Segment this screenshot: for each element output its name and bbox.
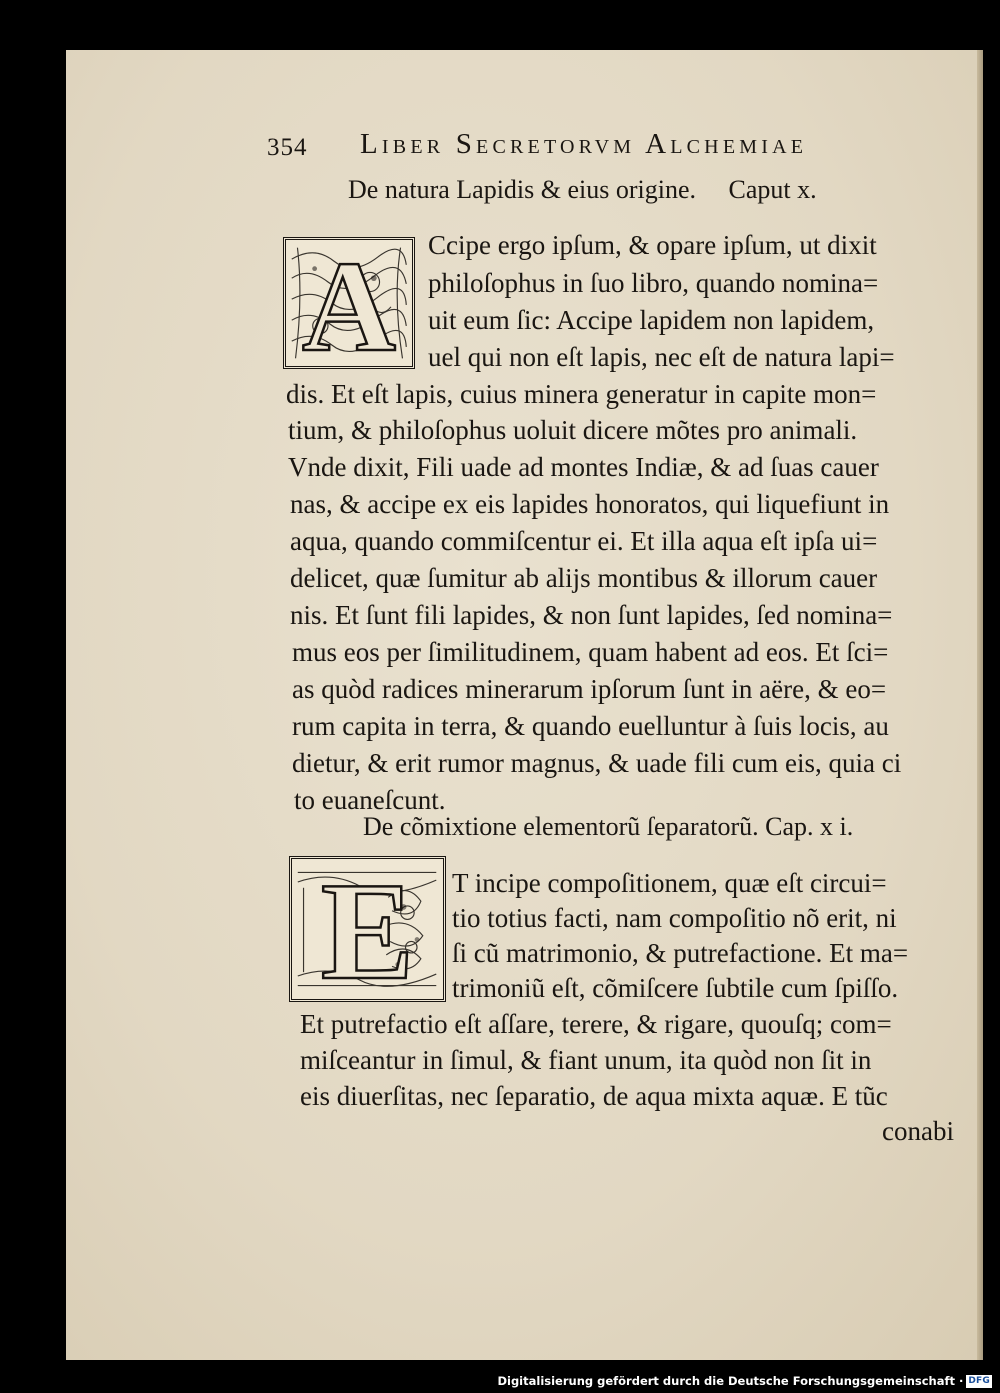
chapter-10-heading: De natura Lapidis & eius origine. Caput x.: [348, 175, 817, 204]
ch11-line-4: trimoniũ eſt, cõmiſcere ſubtile cum ſpiſſo.: [452, 973, 899, 1003]
chapter-11-heading: De cõmixtione elementorũ ſeparatorũ. Cap. x i.: [363, 812, 854, 841]
ch10-line-7: Vnde dixit, Fili uade ad montes Indiæ, & ad ſuas cauer: [288, 452, 879, 482]
ch10-line-6: tium, & philoſophus uoluit dicere mõtes pro animali.: [288, 415, 858, 445]
ch10-line-11: nis. Et ſunt fili lapides, & non ſunt lapides, ſed nomina=: [290, 600, 893, 630]
ch10-line-15: dietur, & erit rumor magnus, & uade fili cum eis, quia ci: [292, 748, 902, 778]
ch11-line-1: T incipe compoſitionem, quæ eſt circui=: [452, 868, 887, 898]
ch10-line-1: Ccipe ergo ipſum, & opare ipſum, ut dixit: [428, 230, 877, 260]
ch10-line-16: to euaneſcunt.: [294, 785, 446, 815]
ch10-line-4: uel qui non eſt lapis, nec eſt de natura lapi=: [428, 342, 895, 372]
initial-letter-e: E: [320, 856, 415, 1002]
running-head: [267, 128, 927, 164]
page-number: 354: [267, 134, 308, 161]
decorated-initial-e: [289, 856, 446, 1002]
ch10-line-3: uit eum ſic: Accipe lapidem non lapidem,: [428, 305, 875, 335]
ch11-line-2: tio totius facti, nam compoſitio nõ erit, ni: [452, 903, 897, 933]
ch10-line-9: aqua, quando commiſcentur ei. Et illa aqua eſt ipſa ui=: [290, 526, 878, 556]
page-edge: [977, 50, 983, 1360]
ch10-line-10: delicet, quæ ſumitur ab alijs montibus & illorum cauer: [290, 563, 878, 593]
initial-letter-a: A: [302, 237, 396, 369]
ch11-line-5: Et putrefactio eſt aſſare, terere, & rigare, quouſq; com=: [300, 1009, 892, 1039]
ch10-line-2: philoſophus in ſuo libro, quando nomina=: [428, 268, 879, 298]
decorated-initial-a: [283, 237, 415, 369]
ch10-line-13: as quòd radices minerarum ipſorum ſunt in aëre, & eo=: [292, 674, 887, 704]
dfg-logo-icon: DFG: [968, 1376, 990, 1386]
footer-credit: [497, 1374, 992, 1388]
ch11-line-3: ſi cũ matrimonio, & putrefactione. Et ma=: [452, 938, 909, 968]
ch10-line-14: rum capita in terra, & quando euelluntur à ſuis locis, au: [292, 711, 889, 741]
ch10-line-12: mus eos per ſimilitudinem, quam habent ad eos. Et ſci=: [292, 637, 889, 667]
catchword: conabi: [882, 1116, 954, 1146]
ch11-line-6: miſceantur in ſimul, & fiant unum, ita quòd non ſit in: [300, 1045, 872, 1075]
book-title: Liber Secretorvm Alchemiae: [360, 128, 808, 160]
ch10-line-8: nas, & accipe ex eis lapides honoratos, qui liquefiunt in: [290, 489, 890, 519]
ch11-line-7: eis diuerſitas, nec ſeparatio, de aqua mixta aquæ. E tũc: [300, 1081, 888, 1111]
footer-text: Digitalisierung gefördert durch die Deutsche Forschungsgemeinschaft ·: [497, 1374, 964, 1388]
ch10-line-5: dis. Et eſt lapis, cuius minera generatur in capite mon=: [286, 379, 877, 409]
